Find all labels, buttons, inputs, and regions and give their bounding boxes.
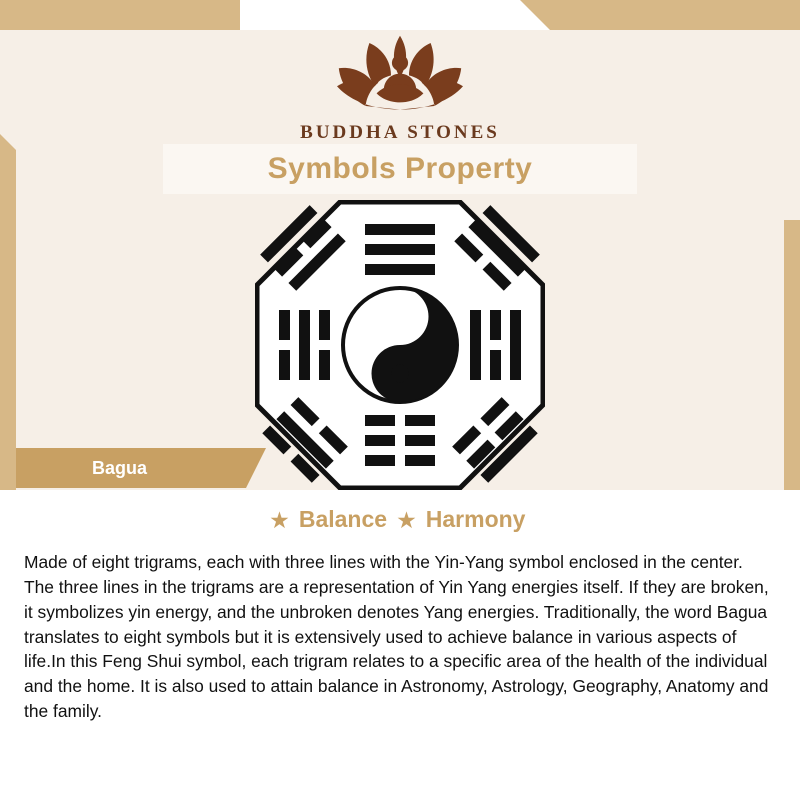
description-panel <box>0 490 800 800</box>
title-banner <box>163 144 637 194</box>
star-icon-left: ★ <box>270 510 289 532</box>
lotus-meditation-icon <box>310 22 490 118</box>
description-paragraph: Made of eight trigrams, each with three lines with the Yin-Yang symbol enclosed in the center. The three lines in the trigrams are a representation of Yin Yang energies itself. If they are broken, it symbolizes yin energy, and the unbroken denotes Yang energies. Traditionally, the word Bagua translates to eight symbols but it is extensively used to achieve balance in various aspects of life.In this Feng Shui symbol, each trigram relates to a specific area of the health of the individual and the home. It is also used to attain balance in Astronomy, Astrology, Geography, Anatomy and the family. <box>24 552 769 721</box>
section-label-text: Bagua <box>92 457 148 478</box>
brand-name: BUDDHA STONES <box>300 122 500 143</box>
section-label-tab <box>16 448 246 488</box>
bagua-yin-yang-icon <box>255 200 545 495</box>
star-icon-right: ★ <box>397 510 416 532</box>
brand-header <box>0 22 800 144</box>
keyword-harmony: Harmony <box>425 506 526 532</box>
keyword-balance: Balance <box>298 506 388 532</box>
page-title: Symbols Property <box>267 152 533 185</box>
keywords-row <box>24 506 776 533</box>
